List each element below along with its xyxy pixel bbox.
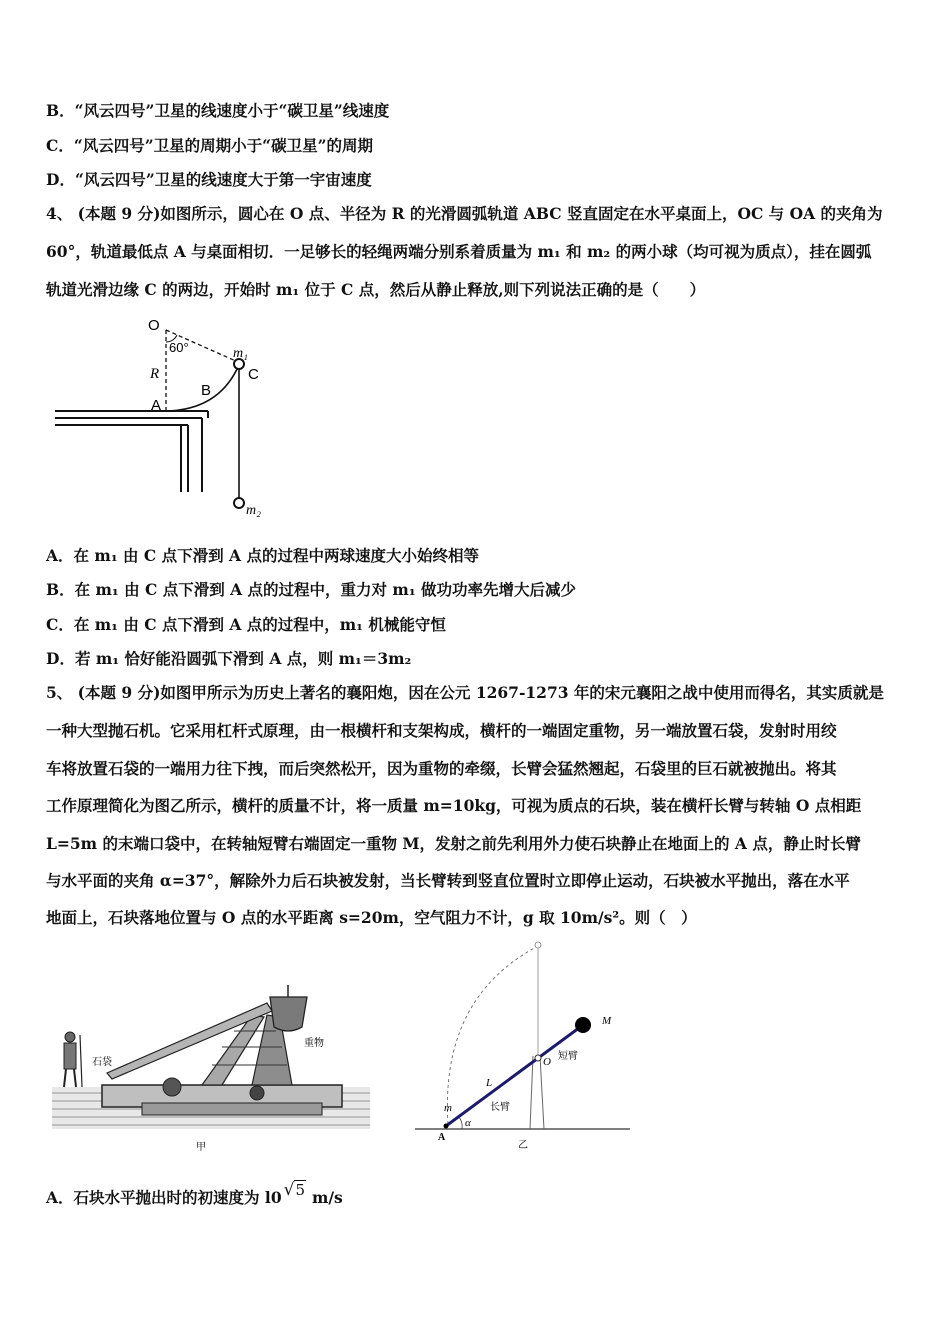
label-big-m: M: [602, 1015, 612, 1027]
q5-stem-line-1: 5、 (本题 9 分)如图甲所示为历史上著名的襄阳炮，因在公元 1267-1273 年的宋元襄阳之战中使用而得名，其实质就是: [46, 683, 884, 702]
winch-wheel: [163, 1078, 181, 1096]
option-label: C．: [46, 615, 74, 634]
q5-stem-line-3: 车将放置石袋的一端用力往下拽，而后突然松开，因为重物的牵缀，长臂会猛然翘起，石袋里的巨石就被抛出。将其: [46, 759, 837, 778]
option-text: “风云四号”卫星的线速度大于第一宇宙速度: [74, 170, 372, 189]
label-stone-bag: 石袋: [92, 1057, 112, 1068]
q4-option-d: [46, 649, 411, 669]
q4-stem-line-1: 4、 (本题 9 分)如图所示，圆心在 O 点、半径为 R 的光滑圆弧轨道 ABC 竖直固定在水平桌面上，OC 与 OA 的夹角为: [46, 204, 883, 223]
label-angle: 60°: [169, 340, 189, 355]
option-text: 石块水平抛出时的初速度为 l0: [73, 1188, 282, 1207]
soldier-head: [65, 1032, 75, 1042]
q3-option-c: [46, 136, 373, 156]
label-m2: m₂: [246, 503, 261, 518]
q5-stem-line-6: 与水平面的夹角 α=37°，解除外力后石块被发射，当长臂转到竖直位置时立即停止运动，石块被水平抛出，落在水平: [46, 871, 850, 890]
q4-option-c: [46, 615, 446, 635]
caption-yi: 乙: [518, 1140, 528, 1151]
label-r: R: [150, 366, 160, 382]
option-text: 在 m₁ 由 C 点下滑到 A 点的过程中，m₁ 机械能守恒: [73, 615, 446, 634]
option-text: 在 m₁ 由 C 点下滑到 A 点的过程中，重力对 m₁ 做功功率先增大后减少: [74, 580, 577, 599]
q5-option-a: [46, 1180, 343, 1208]
option-label: A．: [46, 546, 74, 565]
q4-figure: [50, 312, 290, 522]
sqrt-expression: [284, 1180, 306, 1200]
option-label: C．: [46, 136, 74, 155]
label-small-m: m: [444, 1102, 452, 1114]
q3-option-b: [46, 101, 389, 121]
q3-option-d: [46, 170, 372, 190]
soldier-body: [64, 1043, 76, 1069]
q4-option-a: [46, 546, 479, 566]
sqrt-radicand: 5: [295, 1181, 305, 1199]
swing-path: [447, 946, 538, 1124]
label-a: A: [438, 1132, 446, 1143]
label-b: B: [201, 382, 212, 399]
unit: m/s: [312, 1188, 343, 1207]
label-l: L: [486, 1077, 493, 1089]
option-text: “风云四号”卫星的周期小于“碳卫星”的周期: [73, 136, 374, 155]
counterweight-m: [575, 1017, 591, 1033]
trebuchet-illustration: [52, 975, 372, 1155]
support-post: [530, 1056, 533, 1129]
sqrt-sign-icon: √: [283, 1180, 295, 1200]
counterweight-basket: [270, 997, 307, 1031]
soldier-leg: [64, 1069, 66, 1087]
label-weight: 重物: [304, 1038, 324, 1049]
label-o: O: [148, 317, 160, 334]
label-long-arm: 长臂: [490, 1102, 510, 1113]
option-label: A．: [46, 1188, 74, 1207]
top-position-marker: [535, 942, 541, 948]
q5-stem-line-5: L=5m 的末端口袋中，在转轴短臂右端固定一重物 M，发射之前先利用外力使石块静止在地面上的 A 点，静止时长臂: [46, 834, 861, 853]
option-label: B．: [46, 580, 75, 599]
label-c: C: [248, 366, 259, 383]
caption-jia: 甲: [196, 1142, 206, 1153]
q4-stem-line-2: 60°，轨道最低点 A 与桌面相切．一足够长的轻绳两端分别系着质量为 m₁ 和 m₂ 的两小球（均可视为质点），挂在圆弧: [46, 242, 872, 261]
trebuchet-diagram: [410, 938, 640, 1153]
option-text: “风云四号”卫星的线速度小于“碳卫星”线速度: [74, 101, 390, 120]
label-o: O: [543, 1056, 551, 1068]
option-text: 在 m₁ 由 C 点下滑到 A 点的过程中两球速度大小始终相等: [73, 546, 479, 565]
stone-at-a: [444, 1124, 449, 1129]
option-label: D．: [46, 170, 75, 189]
label-a: A: [151, 397, 162, 414]
q4-option-b: [46, 580, 576, 600]
pivot-o: [535, 1055, 541, 1061]
alpha-arc: [459, 1117, 462, 1129]
winch-wheel: [250, 1086, 264, 1100]
label-m1: m₁: [233, 346, 248, 361]
lever-arm: [446, 1025, 583, 1126]
q5-stem-line-4: 工作原理简化为图乙所示，横杆的质量不计，将一质量 m=10kg，可视为质点的石块，装在横杆长臂与转轴 O 点相距: [46, 796, 862, 815]
q5-stem-line-7: 地面上，石块落地位置与 O 点的水平距离 s=20m，空气阻力不计，g 取 10m/s²。则（ ）: [46, 908, 697, 927]
option-label: D．: [46, 649, 75, 668]
base-beam: [142, 1103, 322, 1115]
ball-m2: [234, 498, 244, 508]
label-alpha: α: [465, 1117, 471, 1129]
q5-stem-line-2: 一种大型抛石机。它采用杠杆式原理，由一根横杆和支架构成，横杆的一端固定重物，另一端放置石袋，发射时用绞: [46, 721, 837, 740]
label-short-arm: 短臂: [558, 1051, 578, 1062]
option-label: B．: [46, 101, 75, 120]
soldier-leg: [74, 1069, 76, 1087]
option-text: 若 m₁ 恰好能沿圆弧下滑到 A 点，则 m₁＝3m₂: [74, 649, 412, 668]
q4-stem-line-3: 轨道光滑边缘 C 的两边，开始时 m₁ 位于 C 点，然后从静止释放,则下列说法正确的是（ ）: [46, 280, 706, 299]
soldier-spear: [80, 1035, 82, 1087]
